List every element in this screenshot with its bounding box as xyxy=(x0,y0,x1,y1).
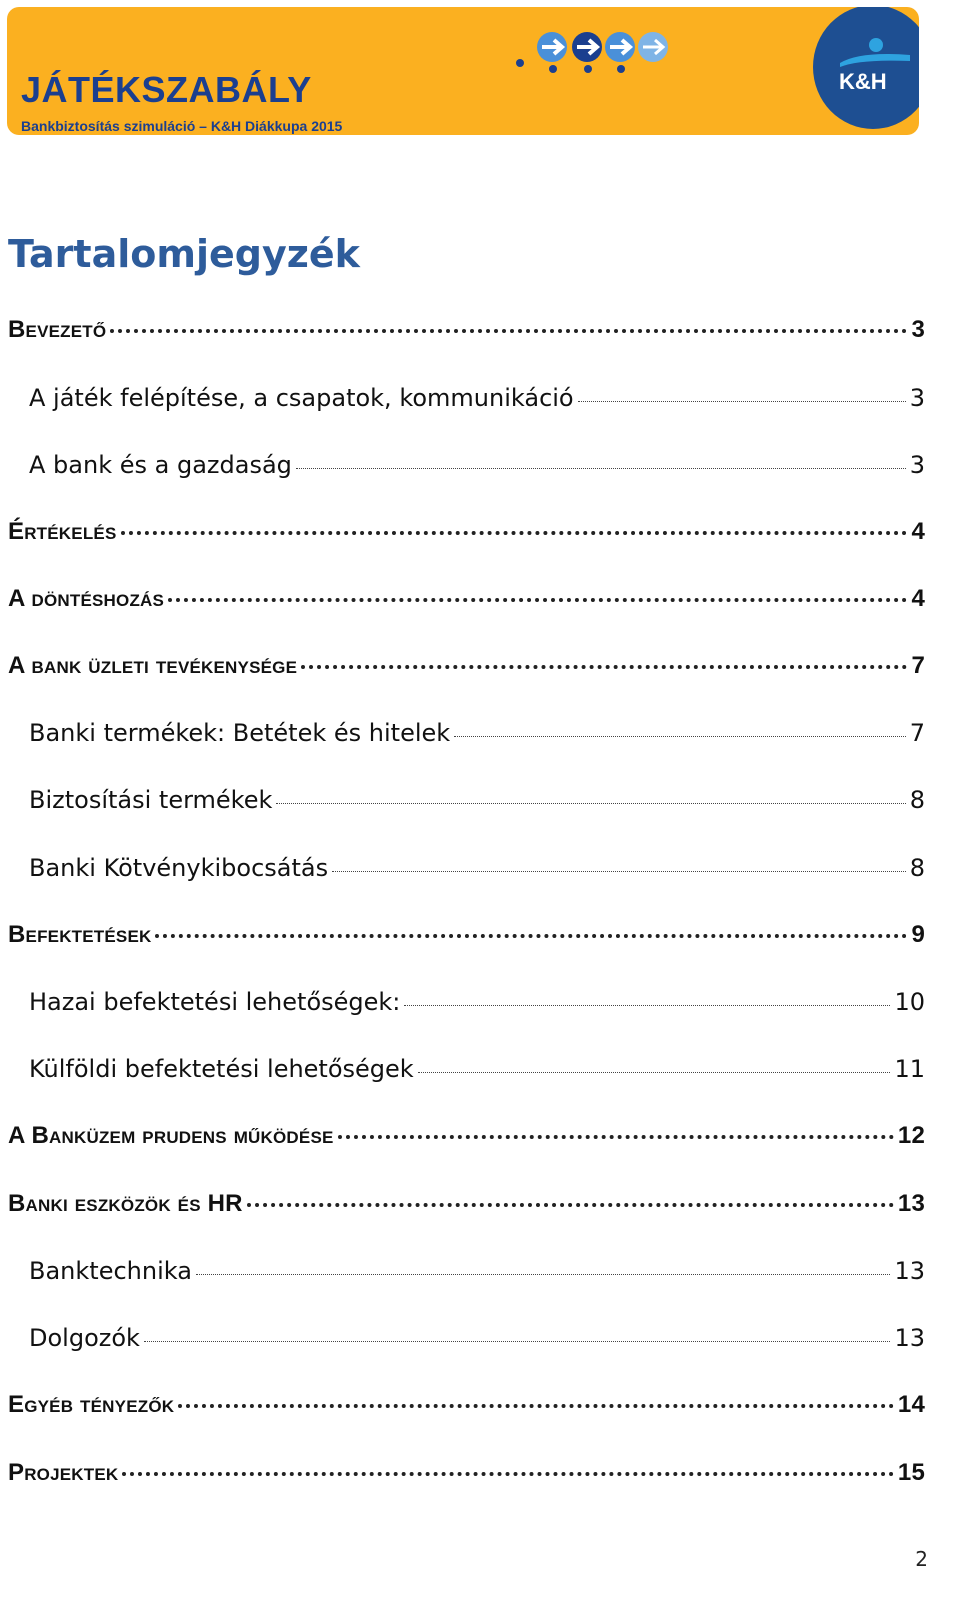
toc-entry[interactable] xyxy=(29,384,925,414)
toc-entry-label: Bevezető xyxy=(8,316,107,343)
toc-leader xyxy=(168,598,907,602)
toc-entry[interactable] xyxy=(8,316,925,346)
toc-entry[interactable] xyxy=(29,786,925,816)
toc-entry-page: 15 xyxy=(897,1459,925,1486)
toc-entry[interactable] xyxy=(29,854,925,884)
toc-entry-label: Banki Kötvénykibocsátás xyxy=(29,854,329,882)
toc-entry-page: 13 xyxy=(894,1324,925,1352)
toc-entry[interactable] xyxy=(29,1324,925,1354)
toc-entry-page: 14 xyxy=(897,1391,925,1418)
toc-entry-page: 4 xyxy=(911,518,925,545)
toc-leader xyxy=(578,401,906,402)
toc-entry-page: 3 xyxy=(909,451,925,479)
toc-leader xyxy=(276,803,905,804)
toc-entry[interactable] xyxy=(29,719,925,749)
toc-entry[interactable] xyxy=(8,1459,925,1489)
toc-entry-label: Banki eszközök és HR xyxy=(8,1190,243,1217)
toc-entry[interactable] xyxy=(8,518,925,548)
toc-entry-label: Biztosítási termékek xyxy=(29,786,273,814)
toc-entry-label: A Banküzem prudens működése xyxy=(8,1122,334,1149)
toc-leader xyxy=(247,1203,894,1207)
logo-text: K&H xyxy=(839,69,887,94)
toc-entry-page: 13 xyxy=(894,1257,925,1285)
toc-entry[interactable] xyxy=(8,652,925,682)
document-header xyxy=(7,7,919,135)
kh-logo-icon xyxy=(813,7,919,129)
toc-heading: Tartalomjegyzék xyxy=(8,232,360,276)
toc-entry-page: 8 xyxy=(909,786,925,814)
toc-leader xyxy=(301,665,907,669)
toc-leader xyxy=(155,934,907,938)
toc-leader xyxy=(196,1274,891,1275)
toc-entry[interactable] xyxy=(29,1055,925,1085)
toc-entry-label: Befektetések xyxy=(8,921,152,948)
page-number: 2 xyxy=(915,1547,928,1571)
toc-entry-label: A döntéshozás xyxy=(8,585,165,612)
document-title: JÁTÉKSZABÁLY xyxy=(21,69,312,110)
toc-leader xyxy=(418,1072,891,1073)
toc-leader xyxy=(122,1472,894,1476)
toc-entry-label: Egyéb tényezők xyxy=(8,1391,175,1418)
toc-entry-page: 10 xyxy=(894,988,925,1016)
toc-entry[interactable] xyxy=(8,1391,925,1421)
toc-entry[interactable] xyxy=(29,1257,925,1287)
toc-leader xyxy=(110,329,907,333)
toc-entry-label: Hazai befektetési lehetőségek: xyxy=(29,988,401,1016)
document-subtitle: Bankbiztosítás szimuláció – K&H Diákkupa 2015 xyxy=(21,118,343,134)
toc-entry-page: 3 xyxy=(909,384,925,412)
toc-leader xyxy=(332,871,906,872)
toc-entry-label: Projektek xyxy=(8,1459,119,1486)
toc-leader xyxy=(338,1135,894,1139)
toc-entry-label: A játék felépítése, a csapatok, kommunikáció xyxy=(29,384,574,412)
toc-entry-label: Banki termékek: Betétek és hitelek xyxy=(29,719,451,747)
toc-entry-label: A bank üzleti tevékenysége xyxy=(8,652,298,679)
toc-leader xyxy=(296,468,906,469)
arrow-sequence-icon xyxy=(512,29,682,79)
toc-entry-page: 11 xyxy=(894,1055,925,1083)
toc-entry-page: 7 xyxy=(909,719,925,747)
toc-entry-page: 13 xyxy=(897,1190,925,1217)
toc-leader xyxy=(144,1341,891,1342)
toc-leader xyxy=(454,736,906,737)
toc-entry-page: 7 xyxy=(911,652,925,679)
toc-entry-label: Külföldi befektetési lehetőségek xyxy=(29,1055,414,1083)
toc-entry[interactable] xyxy=(8,1190,925,1220)
toc-entry-page: 4 xyxy=(911,585,925,612)
toc-leader xyxy=(121,531,908,535)
logo-figure-icon xyxy=(840,37,910,67)
toc-leader xyxy=(404,1005,890,1006)
toc-entry-page: 12 xyxy=(897,1122,925,1149)
toc-entry-label: Dolgozók xyxy=(29,1324,140,1352)
toc-entry-page: 3 xyxy=(911,316,925,343)
toc-entry[interactable] xyxy=(8,1122,925,1152)
toc-entry[interactable] xyxy=(29,451,925,481)
toc-entry-page: 8 xyxy=(909,854,925,882)
toc-entry-label: Banktechnika xyxy=(29,1257,192,1285)
toc-entry-label: A bank és a gazdaság xyxy=(29,451,292,479)
toc-leader xyxy=(178,1404,894,1408)
toc-entry[interactable] xyxy=(8,585,925,615)
toc-entry[interactable] xyxy=(29,988,925,1018)
toc-entry[interactable] xyxy=(8,921,925,951)
toc-entry-label: Értékelés xyxy=(8,518,117,545)
toc-entry-page: 9 xyxy=(911,921,925,948)
